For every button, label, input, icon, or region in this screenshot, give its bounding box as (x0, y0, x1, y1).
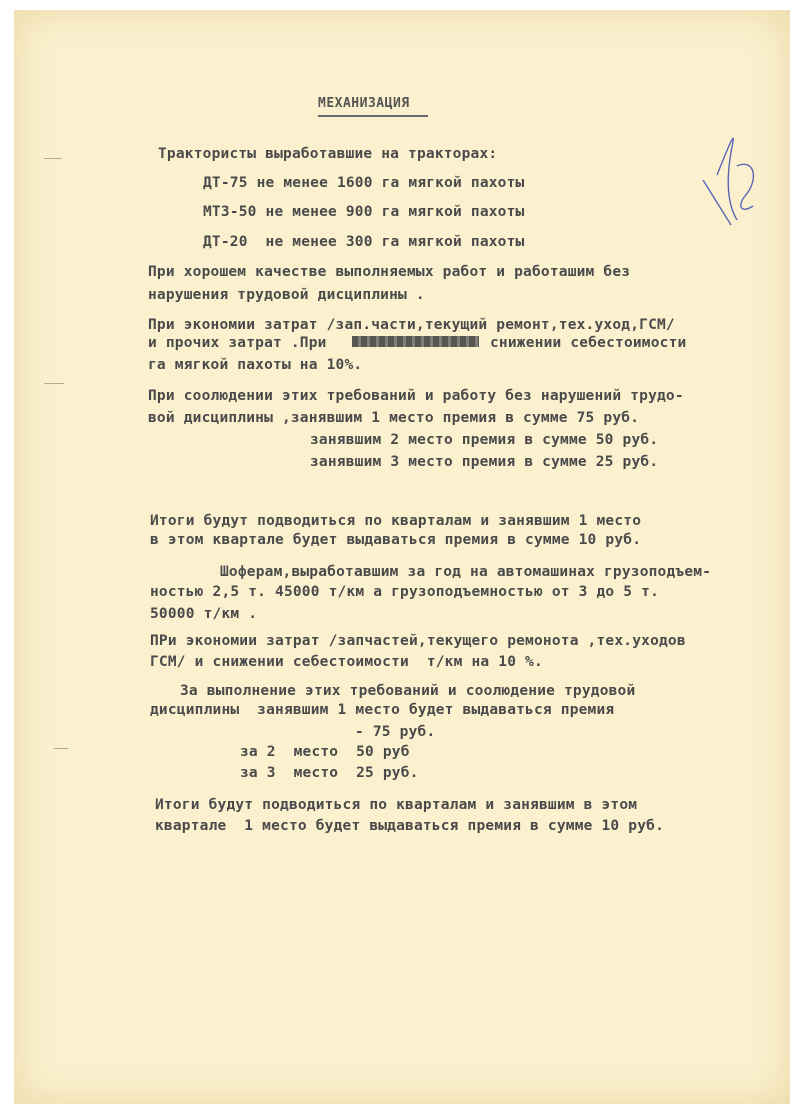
text-line: Итоги будут подводиться по кварталам и занявшим 1 место (150, 513, 642, 529)
text-line: Трактористы выработавшие на тракторах: (158, 146, 498, 162)
text-line: занявшим 3 место премия в сумме 25 руб. (310, 454, 659, 470)
handwritten-signature-mark (697, 130, 767, 240)
text-line: нарушения трудовой дисциплины . (148, 287, 425, 303)
text-line: Итоги будут подводиться по кварталам и занявшим в этом (155, 797, 638, 813)
margin-mark (44, 158, 62, 159)
text-line: дисциплины занявшим 1 место будет выдаваться премия (150, 702, 615, 718)
text-line: снижении себестоимости (490, 335, 687, 351)
text-line: ностью 2,5 т. 45000 т/км а грузоподъемностью от 3 до 5 т. (150, 584, 659, 600)
text-line: - 75 руб. (355, 724, 436, 740)
text-line: 50000 т/км . (150, 606, 258, 622)
text-line: ГСМ/ и снижении себестоимости т/км на 10 %. (150, 654, 543, 670)
text-line: га мягкой пахоты на 10%. (148, 357, 363, 373)
text-line: При экономии затрат /зап.части,текущий ремонт,тех.уход,ГСМ/ (148, 317, 675, 333)
text-line: При соолюдении этих требований и работу без нарушений трудо- (148, 388, 684, 404)
text-line: за 2 место 50 руб (240, 744, 410, 760)
text-line: в этом квартале будет выдаваться премия в сумме 10 руб. (150, 532, 642, 548)
text-line: квартале 1 место будет выдаваться премия в сумме 10 руб. (155, 818, 664, 834)
text-line: занявшим 2 место премия в сумме 50 руб. (310, 432, 659, 448)
text-line: ДТ-20 не менее 300 га мягкой пахоты (203, 234, 525, 250)
text-line: ДТ-75 не менее 1600 га мягкой пахоты (203, 175, 525, 191)
text-line: Шоферам,выработавшим за год на автомашинах грузоподъем- (220, 564, 712, 580)
struck-out-text (352, 336, 479, 347)
margin-mark (44, 383, 64, 384)
text-line: ПРи экономии затрат /запчастей,текущего ремонота ,тех.уходов (150, 633, 686, 649)
title-underline (318, 115, 428, 117)
text-line: и прочих затрат .При (148, 335, 327, 351)
text-line: вой дисциплины ,занявшим 1 место премия в сумме 75 руб. (148, 410, 640, 426)
text-line: За выполнение этих требований и соолюдение трудовой (180, 683, 636, 699)
margin-mark (54, 748, 68, 749)
text-line: за 3 место 25 руб. (240, 765, 419, 781)
text-line: МТЗ-50 не менее 900 га мягкой пахоты (203, 204, 525, 220)
text-line: При хорошем качестве выполняемых работ и работашим без (148, 264, 631, 280)
document-title: МЕХАНИЗАЦИЯ (318, 96, 410, 111)
